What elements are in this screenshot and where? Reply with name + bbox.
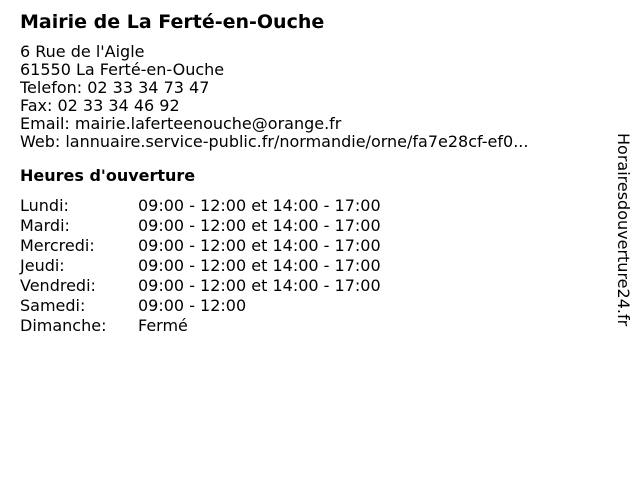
time-value: 09:00 - 12:00 et 14:00 - 17:00 <box>138 236 381 255</box>
hours-table <box>20 196 600 336</box>
day-label: Dimanche: <box>20 316 107 335</box>
info-card <box>20 10 600 336</box>
hours-row-saturday <box>20 296 600 316</box>
time-value: 09:00 - 12:00 et 14:00 - 17:00 <box>138 216 381 235</box>
hours-row-wednesday <box>20 236 600 256</box>
hours-heading: Heures d'ouverture <box>20 166 196 185</box>
day-label: Mercredi: <box>20 236 95 255</box>
hours-row-monday <box>20 196 600 216</box>
day-label: Jeudi: <box>20 256 65 275</box>
time-value: 09:00 - 12:00 et 14:00 - 17:00 <box>138 196 381 215</box>
time-value: 09:00 - 12:00 <box>138 296 247 315</box>
hours-row-tuesday <box>20 216 600 236</box>
site-watermark: Horairesdouverture24.fr <box>614 133 633 327</box>
time-value: 09:00 - 12:00 et 14:00 - 17:00 <box>138 276 381 295</box>
day-label: Vendredi: <box>20 276 96 295</box>
website-url: Web: lannuaire.service-public.fr/normandie/orne/fa7e28cf-ef0... <box>20 133 529 151</box>
time-value: Fermé <box>138 316 188 335</box>
email-address: Email: mairie.laferteenouche@orange.fr <box>20 115 342 133</box>
fax-number: Fax: 02 33 34 46 92 <box>20 97 180 115</box>
hours-row-thursday <box>20 256 600 276</box>
hours-row-sunday <box>20 316 600 336</box>
address-city: 61550 La Ferté-en-Ouche <box>20 61 225 79</box>
day-label: Lundi: <box>20 196 69 215</box>
time-value: 09:00 - 12:00 et 14:00 - 17:00 <box>138 256 381 275</box>
page-title: Mairie de La Ferté-en-Ouche <box>20 11 325 33</box>
day-label: Samedi: <box>20 296 86 315</box>
address-street: 6 Rue de l'Aigle <box>20 43 145 61</box>
day-label: Mardi: <box>20 216 70 235</box>
phone-number: Telefon: 02 33 34 73 47 <box>20 79 210 97</box>
hours-row-friday <box>20 276 600 296</box>
contact-block <box>20 43 600 151</box>
